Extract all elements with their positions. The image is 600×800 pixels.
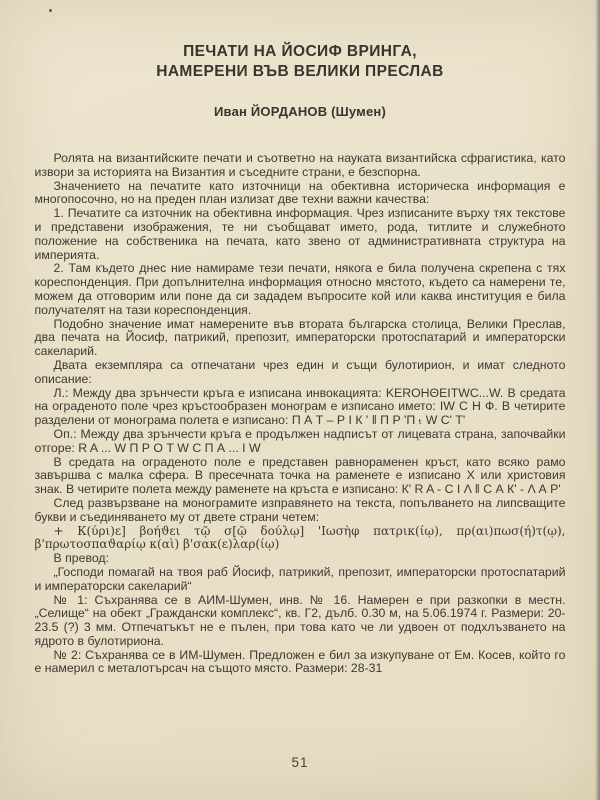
body-paragraph: След развързване на монограмите изправянето на текста, попълването на липсващите букви и съединяването му от двете страни четем: [34, 495, 566, 524]
greek-inscription-paragraph: + К(ύρι)ε] βοήϑει τῷ σ[ῷ δούλῳ] 'Ιωσὴφ πατρικ(ίῳ), πρ(αι)πωσ(ή)τ(ῳ), β'πρωτοσπαϑαρίῳ κ(αὶ) β'σακ(ε)λαρ(ίῳ) [34, 523, 566, 552]
article-title-line2: НАМЕРЕНИ ВЪВ ВЕЛИКИ ПРЕСЛАВ [156, 62, 444, 80]
body-paragraph-reverse-description: Оп.: Между два зрънчести кръга е продължен надписът от лицевата страна, започвайки отгоре: R A ... W П Р О Т W С П А ... I W [34, 426, 566, 455]
seal-2-catalog-paragraph: № 2: Съхранява се в ИМ-Шумен. Предложен е бил за изкупуване от Ем. Косев, който го е намерил с металотърсач на същото място. Размери: 28-31 [34, 647, 566, 676]
body-paragraph: Подобно значение имат намерените във втората българска столица, Велики Преслав, два печата на Йосиф, патрикий, препозит, императорски протоспатарий и императорски сакеларий. [34, 316, 566, 359]
scan-edge-shadow [595, 0, 600, 800]
scan-dot-artifact [49, 9, 52, 12]
article-author: Иван ЙОРДАНОВ (Шумен) [214, 104, 386, 119]
body-paragraph: В средата на ограденото поле е представен равнораменен кръст, като всяко рамо завършва с малка сфера. В пресечната точка на раменете е изписано Х или христовия знак. В четирите полета между раменете на кръста е изписано: К' R A - C I Λ ‖ С А К' - Λ А Р' [34, 454, 566, 497]
page-number: 51 [291, 755, 309, 770]
seal-1-catalog-paragraph: № 1: Съхранява се в АИМ-Шумен, инв. № 16. Намерен е при разкопки в местн. „Селище“ на обект „Граждански комплекс“, кв. Г2, дълб. 0.30 м, на 5.06.1974 г. Размери: 20-23.5 (?) 3 мм. Отпечатъкът не е пълен, при това като че ли удвоен от подхлъзването на ядрото в булотириона. [34, 592, 566, 648]
article-title-line1: ПЕЧАТИ НА ЙОСИФ ВРИНГА, [183, 43, 417, 60]
translation-quote-paragraph: „Господи помагай на твоя раб Йосиф, патрикий, препозит, императорски протоспатарий и императорски сакеларий“ [34, 564, 566, 593]
body-paragraph: Ролята на византийските печати и съответно на науката византийска сфрагистика, като извори за историята на Византия и съседните страни, е безспорна. [34, 151, 566, 179]
body-paragraph-obverse-description: Л.: Между два зрънчести кръга е изписана инвокацията: KEROHΘEITWC...W. В средата на ограденото поле чрез кръстообразен монограм е изписано името: IW С Н Ф. В четирите разделени от монограма полета е изписано: П А Т – Р I К ' ‖ П Р 'П ₜ W С' Т' [34, 385, 566, 428]
body-paragraph: Значението на печатите като източници на обективна историческа информация е многопосочно, но на преден план излизат две техни важни качества: [34, 178, 566, 207]
body-paragraph: Двата екземпляра са отпечатани чрез един и същи булотирион, и имат следното описание: [34, 357, 566, 386]
article-body [35, 152, 566, 676]
article-title [0, 0, 600, 81]
body-paragraph: 1. Печатите са източник на обективна информация. Чрез изписаните върху тях текстове и представени изображения, те ни съобщават името, рода, титлите и служебното положение на собственика на печата, като звено от административната структура на империята. [34, 206, 566, 262]
body-paragraph: В превод: [53, 551, 110, 566]
body-paragraph: 2. Там където днес ние намираме тези печати, някога е била получена скрепена с тях кореспонденция. При допълнителна информация относно мястото, където са намерени те, можем да отговорим или поне да си зададем въпросите кой или каква институция е била получателят на тази кореспонденция. [34, 261, 566, 317]
